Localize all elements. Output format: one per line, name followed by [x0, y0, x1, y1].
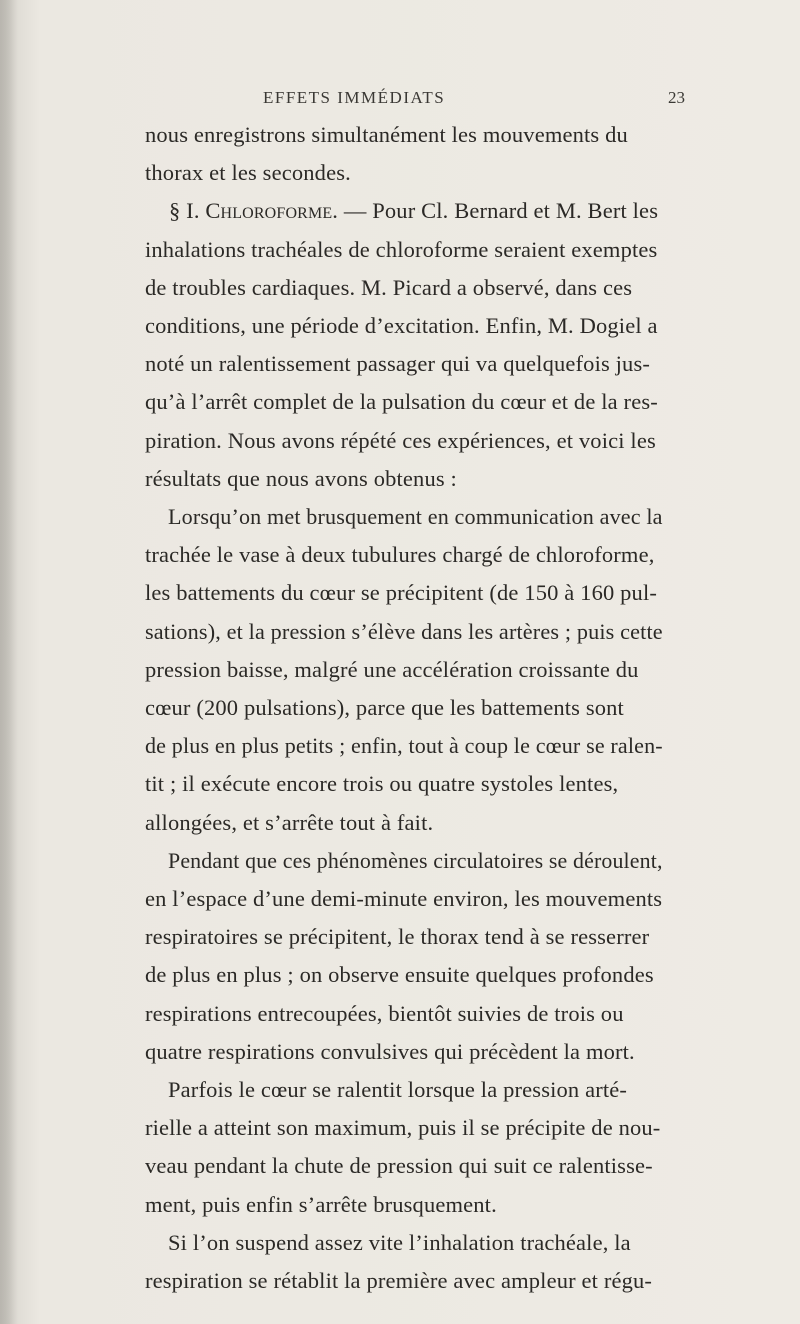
- text-line: sations), et la pression s’élève dans les artères ; puis cette: [145, 618, 663, 644]
- text-line: pression baisse, malgré une accélération croissante du: [145, 656, 639, 682]
- paragraph-start-line: Lorsqu’on met brusquement en communication avec la: [168, 504, 663, 529]
- running-head: [0, 86, 800, 116]
- text-line: les battements du cœur se précipitent (de 150 à 160 pul-: [145, 580, 658, 606]
- text-line: rielle a atteint son maximum, puis il se précipite de nou-: [145, 1115, 661, 1141]
- text-line: cœur (200 pulsations), parce que les battements sont: [145, 695, 624, 720]
- paragraph-start-line: Pendant que ces phénomènes circulatoires se déroulent,: [168, 847, 663, 873]
- text-line: qu’à l’arrêt complet de la pulsation du cœur et de la res-: [145, 389, 658, 415]
- text-line: tit ; il exécute encore trois ou quatre systoles lentes,: [145, 771, 619, 797]
- section-heading-line: [169, 192, 658, 230]
- text-line: respiration se rétablit la première avec ampleur et régu-: [145, 1268, 653, 1293]
- section-title: Chloroforme.: [205, 198, 339, 224]
- section-number: § I.: [169, 198, 206, 224]
- text-line: respiratoires se précipitent, le thorax tend à se resserrer: [145, 924, 650, 950]
- text-line: inhalations trachéales de chloroforme seraient exemptes: [145, 236, 658, 262]
- text-line: allongées, et s’arrête tout à fait.: [145, 809, 434, 835]
- text-line: de plus en plus petits ; enfin, tout à coup le cœur se ralen-: [145, 733, 663, 759]
- text-line: quatre respirations convulsives qui précèdent la mort.: [145, 1038, 635, 1064]
- text-line: ment, puis enfin s’arrête brusquement.: [145, 1191, 497, 1217]
- gutter-shadow: [0, 0, 18, 1324]
- text-line: veau pendant la chute de pression qui suit ce ralentisse-: [145, 1153, 653, 1179]
- page-number: 23: [668, 88, 685, 107]
- text-line: respirations entrecoupées, bientôt suivies de trois ou: [145, 1000, 624, 1026]
- text-line: piration. Nous avons répété ces expériences, et voici les: [145, 427, 656, 453]
- running-head-title: EFFETS IMMÉDIATS: [263, 88, 446, 107]
- text-line: thorax et les secondes.: [145, 160, 351, 186]
- text-line: de plus en plus ; on observe ensuite quelques profondes: [145, 962, 654, 988]
- section-text: — Pour Cl. Bernard et M. Bert les: [338, 198, 659, 224]
- text-line: en l’espace d’une demi-minute environ, les mouvements: [145, 886, 663, 911]
- paragraph-start-line: Parfois le cœur se ralentit lorsque la pression arté-: [168, 1077, 628, 1102]
- text-line: noté un ralentissement passager qui va quelquefois jus-: [145, 351, 650, 377]
- text-line: de troubles cardiaques. M. Picard a observé, dans ces: [145, 274, 633, 300]
- text-line: conditions, une période d’excitation. Enfin, M. Dogiel a: [145, 313, 658, 338]
- text-line: résultats que nous avons obtenus :: [145, 465, 457, 491]
- text-line: nous enregistrons simultanément les mouvements du: [145, 122, 628, 147]
- paragraph-start-line: Si l’on suspend assez vite l’inhalation trachéale, la: [168, 1229, 631, 1255]
- text-line: trachée le vase à deux tubulures chargé de chloroforme,: [145, 542, 655, 568]
